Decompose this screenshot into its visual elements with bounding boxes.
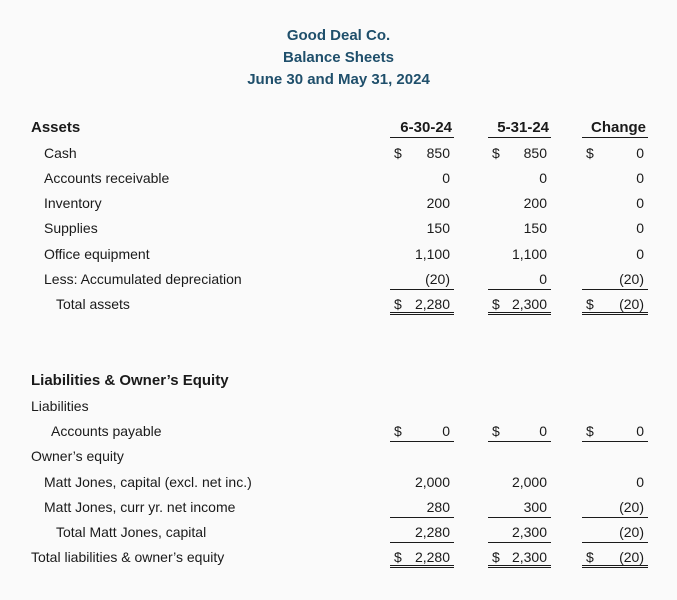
value-cell: 2,300 <box>488 520 551 543</box>
value-cell: 1,100 <box>511 246 547 262</box>
value-cell: $ 2,280 <box>390 545 454 568</box>
value-cell: $ 0 <box>390 419 454 442</box>
row-label: Accounts receivable <box>44 170 170 186</box>
value-cell: (20) <box>582 520 648 543</box>
table-row <box>0 419 677 444</box>
value-cell: 0 <box>442 170 450 186</box>
row-label: Total liabilities & owner’s equity <box>31 549 225 565</box>
value-cell: 300 <box>488 495 551 518</box>
column-header-may: 5-31-24 <box>488 115 551 138</box>
row-label: Inventory <box>44 195 102 211</box>
row-label: Matt Jones, capital (excl. net inc.) <box>44 474 252 490</box>
table-row <box>0 470 677 495</box>
statement-name: Balance Sheets <box>283 49 394 66</box>
total-assets-row <box>0 292 677 317</box>
value-cell: 0 <box>636 246 644 262</box>
value-cell: $ 2,300 <box>488 292 551 315</box>
assets-header-row <box>0 115 677 140</box>
value-cell: 200 <box>426 195 450 211</box>
statement-title <box>0 25 677 91</box>
table-row <box>0 141 677 166</box>
table-row <box>0 166 677 191</box>
value-cell: 150 <box>426 220 450 236</box>
row-label: Office equipment <box>44 246 150 262</box>
row-label: Total assets <box>56 296 130 312</box>
total-liabilities-equity-row <box>0 545 677 570</box>
value-cell: 0 <box>539 170 547 186</box>
value-cell: 0 <box>636 195 644 211</box>
value-cell: (20) <box>582 267 648 290</box>
column-header-jun: 6-30-24 <box>390 115 454 138</box>
liabilities-equity-heading: Liabilities & Owner’s Equity <box>31 372 229 389</box>
value-cell: $ 0 <box>586 145 644 161</box>
value-cell: 0 <box>636 474 644 490</box>
row-label: Accounts payable <box>51 423 162 439</box>
table-row <box>0 267 677 292</box>
value-cell: 280 <box>390 495 454 518</box>
value-cell: 2,000 <box>511 474 547 490</box>
value-cell: $ (20) <box>582 292 648 315</box>
assets-heading: Assets <box>31 119 81 136</box>
value-cell: 1,100 <box>414 246 450 262</box>
value-cell: $ 850 <box>492 145 547 161</box>
value-cell: $ 2,300 <box>488 545 551 568</box>
value-cell: 0 <box>636 170 644 186</box>
value-cell: $ 850 <box>394 145 450 161</box>
value-cell: $ 0 <box>582 419 648 442</box>
liabilities-equity-header-row <box>0 368 677 393</box>
row-label: Total Matt Jones, capital <box>56 524 207 540</box>
table-row <box>0 495 677 520</box>
value-cell: 0 <box>488 267 551 290</box>
table-row <box>0 216 677 241</box>
company-name: Good Deal Co. <box>286 27 391 44</box>
value-cell: 2,280 <box>390 520 454 543</box>
table-row <box>0 242 677 267</box>
section-label: Liabilities <box>31 398 89 414</box>
value-cell: 2,000 <box>414 474 450 490</box>
value-cell: $ (20) <box>582 545 648 568</box>
owners-equity-label-row <box>0 444 677 469</box>
liabilities-label-row <box>0 394 677 419</box>
value-cell: (20) <box>390 267 454 290</box>
value-cell: 0 <box>636 220 644 236</box>
value-cell: 200 <box>523 195 547 211</box>
row-label: Less: Accumulated depreciation <box>44 271 242 287</box>
section-label: Owner’s equity <box>31 448 124 464</box>
statement-dates: June 30 and May 31, 2024 <box>247 71 430 88</box>
value-cell: (20) <box>582 495 648 518</box>
value-cell: $ 0 <box>488 419 551 442</box>
row-label: Supplies <box>44 220 98 236</box>
row-label: Cash <box>44 145 77 161</box>
row-label: Matt Jones, curr yr. net income <box>44 499 236 515</box>
value-cell: 150 <box>523 220 547 236</box>
column-header-change: Change <box>582 115 648 138</box>
table-row <box>0 191 677 216</box>
table-row <box>0 520 677 545</box>
value-cell: $ 2,280 <box>390 292 454 315</box>
